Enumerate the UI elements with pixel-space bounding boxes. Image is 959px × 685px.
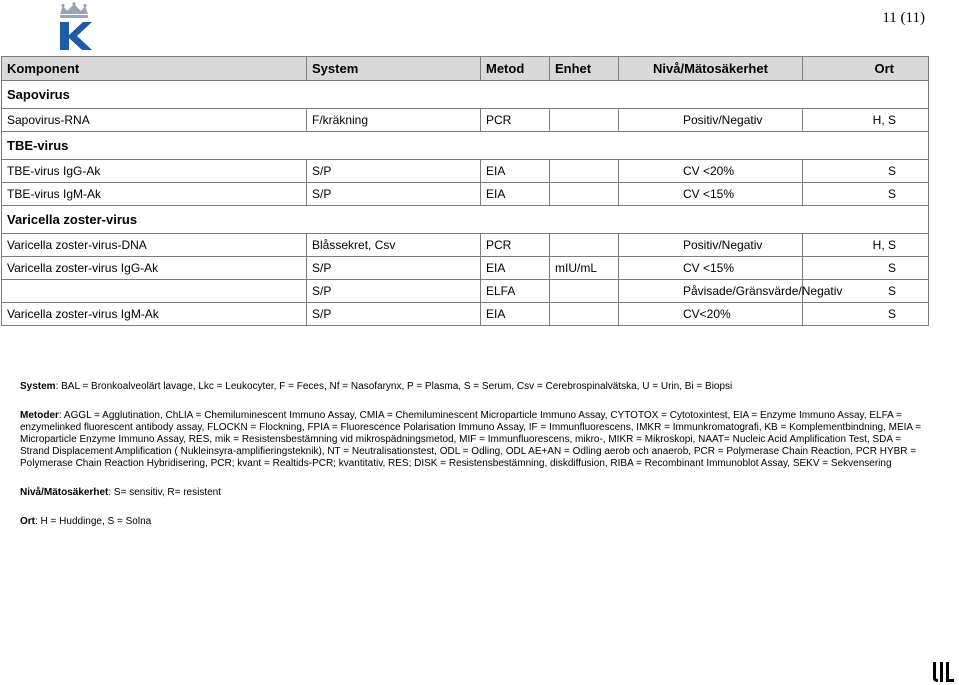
level-cell: CV <15% — [619, 257, 803, 280]
system-cell: S/P — [307, 257, 481, 280]
system-cell: S/P — [307, 303, 481, 326]
column-header-method: Metod — [481, 57, 550, 81]
section-title: Varicella zoster-virus — [2, 206, 929, 234]
unit-cell — [550, 160, 619, 183]
method-cell: PCR — [481, 234, 550, 257]
level-note-label: Nivå/Mätosäkerhet — [20, 487, 109, 498]
method-cell: EIA — [481, 257, 550, 280]
system-cell: S/P — [307, 160, 481, 183]
method-cell: PCR — [481, 109, 550, 132]
column-header-level: Nivå/Mätosäkerhet — [619, 57, 803, 81]
component-cell — [2, 280, 307, 303]
place-cell: S — [803, 303, 929, 326]
method-cell: EIA — [481, 183, 550, 206]
component-cell: Sapovirus-RNA — [2, 109, 307, 132]
methods-note — [20, 410, 932, 470]
system-note — [20, 381, 932, 393]
notes — [20, 381, 932, 545]
method-cell: EIA — [481, 160, 550, 183]
place-cell: S — [803, 280, 929, 303]
column-header-component: Komponent — [2, 57, 307, 81]
section-title: TBE-virus — [2, 132, 929, 160]
unit-cell — [550, 303, 619, 326]
unit-cell: mIU/mL — [550, 257, 619, 280]
method-cell: ELFA — [481, 280, 550, 303]
methods-note-text: : AGGL = Agglutination, ChLIA = Chemiluminescent Immuno Assay, CMIA = Chemiluminescent Microparticle Immuno Assay, CYTOTOX = Cytotoxintest, EIA = Enzyme Immuno Assay, ELFA = enzymelinked fluorescent antibody assay, FLOCKN = Flockning, FPIA = Fluorescence Polarisation Immuno Assay, IF = Immunfluorescens, IMKR = Immunkromatografi, KB = Komplementbindning, MEIA = Microparticle Enzyme Immuno Assay, RES, mik = Resistensbestämning vid mikrospädningsmetod, MIF = Immunfluorescens, mikro-, MIKR = Mikroskopi, NAAT= Nucleic Acid Amplification Test, SDA = Strand Displacement Amplification ( Nukleinsyra-amplifieringsteknik), NT = Neutralisationstest, ODL = Odling, ODL AE+AN = Odling aerob och anaerob, PCR = Polymerase Chain Reaction, PCR HYBR = Polymerase Chain Reaction Hybridisering, PCR; kvant = Realtids-PCR; kvantitativ, RES; DISK = Resistensbestämning, diskdiffusion, RIBA = Recombinant Immunoblot Assay, SEKV = Sekvensering — [20, 410, 922, 469]
level-note-text: : S= sensitiv, R= resistent — [108, 487, 222, 498]
place-cell: H, S — [803, 234, 929, 257]
karolinska-logo — [54, 2, 94, 52]
level-cell: CV <15% — [619, 183, 803, 206]
place-note-text: : H = Huddinge, S = Solna — [35, 516, 152, 527]
place-cell: S — [803, 183, 929, 206]
system-cell: S/P — [307, 183, 481, 206]
component-cell: Varicella zoster-virus IgG-Ak — [2, 257, 307, 280]
system-cell: S/P — [307, 280, 481, 303]
table-row — [2, 257, 929, 280]
system-note-text: : BAL = Bronkoalveolärt lavage, Lkc = Leukocyter, F = Feces, Nf = Nasofarynx, P = Plasma, S = Serum, Csv = Cerebrospinalvätska, U = Urin, Bi = Biopsi — [55, 381, 733, 392]
table-header-row — [2, 57, 929, 81]
analysis-table — [1, 56, 929, 326]
place-cell: S — [803, 160, 929, 183]
place-cell: S — [803, 257, 929, 280]
unit-cell — [550, 183, 619, 206]
place-cell: H, S — [803, 109, 929, 132]
table-row — [2, 183, 929, 206]
unit-cell — [550, 109, 619, 132]
level-note — [20, 487, 932, 499]
page-number: 11 (11) — [882, 10, 925, 26]
component-cell: Varicella zoster-virus IgM-Ak — [2, 303, 307, 326]
section-row — [2, 81, 929, 109]
system-cell: F/kräkning — [307, 109, 481, 132]
level-cell: CV <20% — [619, 160, 803, 183]
place-note-label: Ort — [20, 516, 35, 527]
table-row — [2, 109, 929, 132]
footer-mark-icon — [930, 660, 956, 684]
section-row — [2, 132, 929, 160]
unit-cell — [550, 280, 619, 303]
section-row — [2, 206, 929, 234]
system-note-label: System — [20, 381, 56, 392]
component-cell: TBE-virus IgG-Ak — [2, 160, 307, 183]
section-title: Sapovirus — [2, 81, 929, 109]
level-cell: Påvisade/Gränsvärde/Negativ — [619, 280, 803, 303]
level-cell: CV<20% — [619, 303, 803, 326]
component-cell: TBE-virus IgM-Ak — [2, 183, 307, 206]
component-cell: Varicella zoster-virus-DNA — [2, 234, 307, 257]
methods-note-label: Metoder — [20, 410, 59, 421]
system-cell: Blåssekret, Csv — [307, 234, 481, 257]
column-header-place: Ort — [803, 57, 929, 81]
column-header-system: System — [307, 57, 481, 81]
table-row — [2, 303, 929, 326]
table-row — [2, 160, 929, 183]
table-row — [2, 234, 929, 257]
method-cell: EIA — [481, 303, 550, 326]
place-note — [20, 516, 932, 528]
level-cell: Positiv/Negativ — [619, 234, 803, 257]
level-cell: Positiv/Negativ — [619, 109, 803, 132]
table-row — [2, 280, 929, 303]
unit-cell — [550, 234, 619, 257]
column-header-unit: Enhet — [550, 57, 619, 81]
